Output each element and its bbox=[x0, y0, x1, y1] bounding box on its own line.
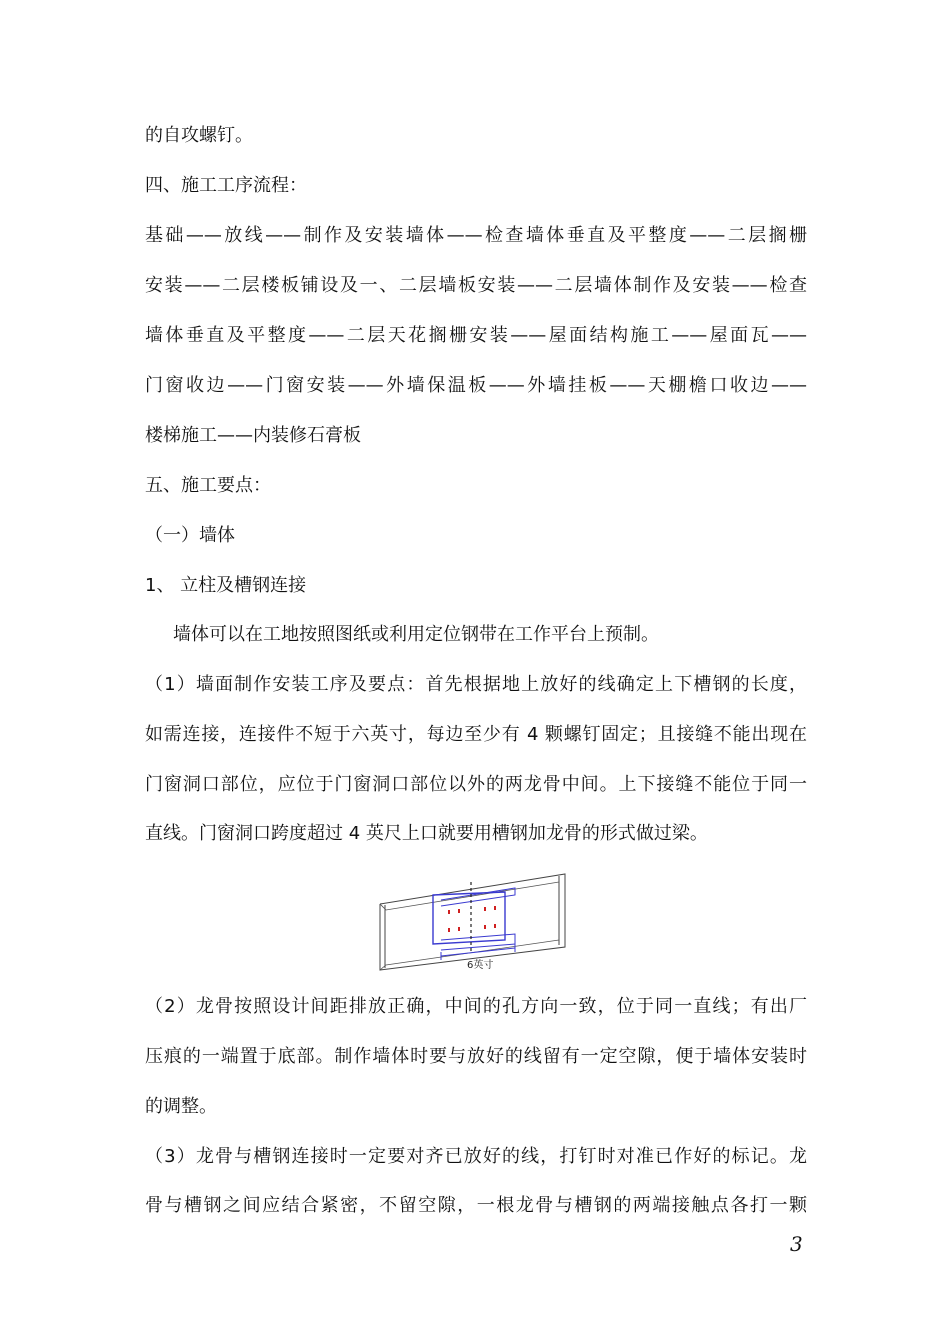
page-number: 3 bbox=[790, 1232, 803, 1256]
item-heading-1: 1、 立柱及槽钢连接 bbox=[145, 575, 307, 596]
text-line-3: 基础——放线——制作及安装墙体——检查墙体垂直及平整度——二层搁栅 bbox=[145, 225, 807, 246]
text-line-4: 安装——二层楼板铺设及一、二层墙板安装——二层墙体制作及安装——检查 bbox=[145, 275, 807, 296]
text-line-17: 压痕的一端置于底部。制作墙体时要与放好的线留有一定空隙，便于墙体安装时 bbox=[145, 1046, 807, 1067]
text-line-12: （1）墙面制作安装工序及要点：首先根据地上放好的线确定上下槽钢的长度， bbox=[145, 674, 807, 695]
text-line-6: 门窗收边——门窗安装——外墙保温板——外墙挂板——天棚檐口收边—— bbox=[145, 375, 807, 396]
dimension-label: 6英寸 bbox=[467, 960, 494, 971]
section-heading-4: 四、施工工序流程： bbox=[145, 175, 307, 196]
section-heading-5: 五、施工要点： bbox=[145, 475, 271, 496]
text-line-15: 直线。门窗洞口跨度超过 4 英尺上口就要用槽钢加龙骨的形式做过梁。 bbox=[145, 823, 708, 844]
text-line-18: 的调整。 bbox=[145, 1096, 217, 1117]
connection-diagram bbox=[353, 862, 597, 986]
text-line-16: （2）龙骨按照设计间距排放正确，中间的孔方向一致，位于同一直线；有出厂 bbox=[145, 996, 807, 1017]
text-line-13: 如需连接，连接件不短于六英寸，每边至少有 4 颗螺钉固定；且接缝不能出现在 bbox=[145, 724, 807, 745]
channel-top-edge bbox=[380, 882, 559, 910]
screw-marks bbox=[448, 906, 496, 932]
text-line-11: 墙体可以在工地按照图纸或利用定位钢带在工作平台上预制。 bbox=[173, 624, 659, 645]
text-line-19: （3）龙骨与槽钢连接时一定要对齐已放好的线，打钉时对准已作好的标记。龙 bbox=[145, 1146, 807, 1167]
stud-track-connection-figure bbox=[353, 862, 597, 986]
text-line-20: 骨与槽钢之间应结合紧密，不留空隙，一根龙骨与槽钢的两端接触点各打一颗 bbox=[145, 1195, 807, 1216]
text-line-1: 的自攻螺钉。 bbox=[145, 125, 253, 146]
text-line-5: 墙体垂直及平整度——二层天花搁栅安装——屋面结构施工——屋面瓦—— bbox=[145, 325, 807, 346]
subsection-heading-wall: （一）墙体 bbox=[145, 525, 235, 546]
channel-outline bbox=[380, 874, 565, 970]
text-line-7: 楼梯施工——内装修石膏板 bbox=[145, 425, 361, 446]
text-line-14: 门窗洞口部位，应位于门窗洞口部位以外的两龙骨中间。上下接缝不能位于同一 bbox=[145, 774, 807, 795]
